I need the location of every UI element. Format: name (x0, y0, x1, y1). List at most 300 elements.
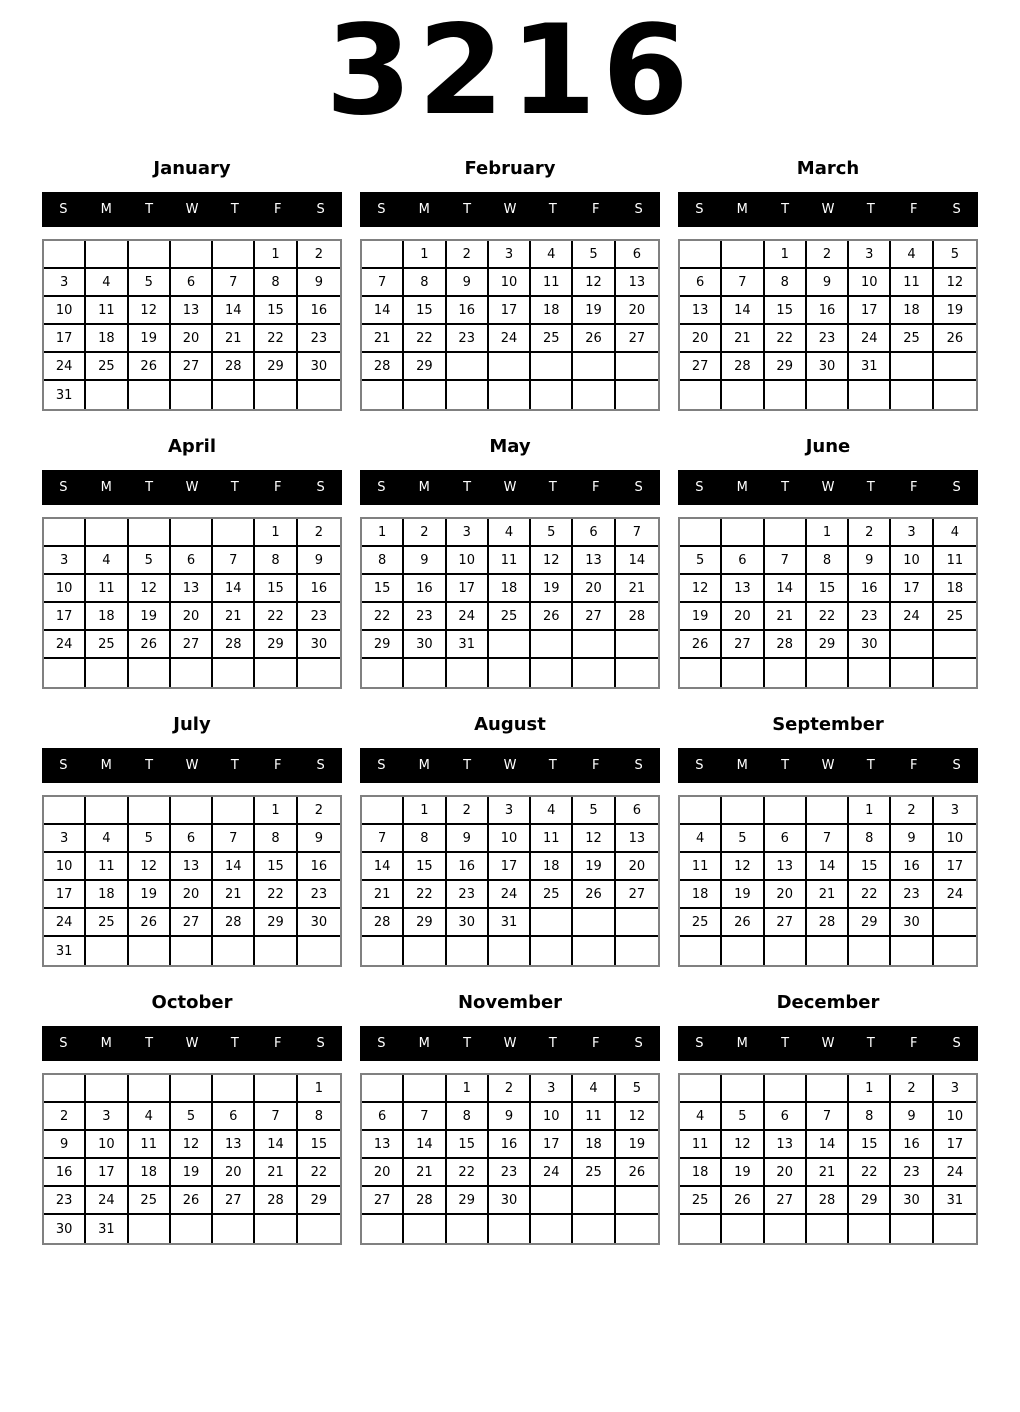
weekday-label: S (952, 758, 961, 774)
day-cell: 20 (171, 881, 213, 909)
day-cell: 5 (573, 797, 615, 825)
day-cell: 13 (680, 297, 722, 325)
day-cell: 16 (298, 297, 340, 325)
day-cell-empty (44, 1075, 86, 1103)
month-title: December (776, 992, 880, 1014)
month-block (678, 702, 978, 967)
day-cell: 27 (616, 325, 658, 353)
day-cell: 9 (891, 1103, 933, 1131)
weekday-label: F (591, 202, 600, 218)
day-cell-empty (298, 937, 340, 965)
month-title: September (772, 714, 884, 736)
day-cell: 12 (531, 547, 573, 575)
day-cell: 20 (680, 325, 722, 353)
day-cell-empty (44, 797, 86, 825)
day-cell: 21 (404, 1159, 446, 1187)
day-cell: 2 (298, 519, 340, 547)
weekday-label: F (591, 480, 600, 496)
day-cell-empty (891, 937, 933, 965)
day-cell: 26 (573, 881, 615, 909)
day-cell: 14 (213, 853, 255, 881)
weekday-label: S (695, 1036, 704, 1052)
day-cell-empty (680, 381, 722, 409)
weekday-label: S (377, 1036, 386, 1052)
day-cell: 5 (934, 241, 976, 269)
day-cell: 30 (807, 353, 849, 381)
weekday-label: T (463, 202, 472, 218)
day-cell-empty (891, 381, 933, 409)
weekday-label: S (316, 758, 325, 774)
day-cell-empty (362, 659, 404, 687)
day-cell: 18 (531, 853, 573, 881)
day-cell: 24 (44, 631, 86, 659)
day-cell: 10 (86, 1131, 128, 1159)
day-cell-empty (447, 381, 489, 409)
weekday-label: T (463, 1036, 472, 1052)
day-cell-empty (489, 381, 531, 409)
day-cell: 18 (86, 325, 128, 353)
day-cell: 8 (255, 825, 297, 853)
month-title: June (805, 436, 851, 458)
day-cell-empty (171, 937, 213, 965)
day-cell: 3 (44, 825, 86, 853)
day-cell: 14 (255, 1131, 297, 1159)
day-cell: 26 (934, 325, 976, 353)
day-cell: 10 (891, 547, 933, 575)
day-cell: 30 (298, 631, 340, 659)
weekday-label: M (736, 202, 748, 218)
day-cell-empty (680, 659, 722, 687)
day-cell: 16 (404, 575, 446, 603)
day-cell-empty (404, 1075, 446, 1103)
day-cell: 23 (891, 1159, 933, 1187)
day-cell: 10 (934, 1103, 976, 1131)
weekday-label: S (59, 202, 68, 218)
day-cell: 1 (447, 1075, 489, 1103)
day-cell: 19 (573, 853, 615, 881)
day-cell: 16 (891, 853, 933, 881)
weekday-header (42, 1026, 342, 1061)
day-cell: 9 (447, 825, 489, 853)
day-cell: 17 (934, 1131, 976, 1159)
day-cell-empty (255, 381, 297, 409)
weekday-label: S (952, 480, 961, 496)
month-grid (678, 239, 978, 411)
day-cell-empty (129, 1215, 171, 1243)
weekday-label: T (548, 480, 557, 496)
day-cell: 7 (722, 269, 764, 297)
day-cell-empty (680, 241, 722, 269)
day-cell: 18 (891, 297, 933, 325)
weekday-label: F (273, 480, 282, 496)
day-cell: 19 (129, 325, 171, 353)
day-cell: 17 (531, 1131, 573, 1159)
day-cell: 24 (489, 325, 531, 353)
weekday-label: F (909, 758, 918, 774)
day-cell: 3 (489, 797, 531, 825)
day-cell-empty (616, 1187, 658, 1215)
day-cell: 9 (44, 1131, 86, 1159)
day-cell-empty (531, 353, 573, 381)
day-cell: 22 (849, 881, 891, 909)
weekday-label: F (273, 202, 282, 218)
day-cell: 27 (573, 603, 615, 631)
day-cell: 9 (489, 1103, 531, 1131)
day-cell: 3 (44, 269, 86, 297)
day-cell: 17 (447, 575, 489, 603)
weekday-label: M (736, 758, 748, 774)
day-cell-empty (213, 241, 255, 269)
day-cell: 24 (531, 1159, 573, 1187)
weekday-header (678, 748, 978, 783)
day-cell-empty (213, 1075, 255, 1103)
day-cell: 18 (680, 1159, 722, 1187)
weekday-label: T (866, 202, 875, 218)
day-cell: 30 (298, 353, 340, 381)
day-cell: 24 (489, 881, 531, 909)
day-cell: 22 (849, 1159, 891, 1187)
day-cell-empty (573, 659, 615, 687)
day-cell: 16 (447, 853, 489, 881)
weekday-label: W (503, 1036, 517, 1052)
day-cell: 10 (531, 1103, 573, 1131)
day-cell: 14 (213, 575, 255, 603)
weekday-label: W (503, 758, 517, 774)
day-cell-empty (616, 1215, 658, 1243)
day-cell-empty (680, 797, 722, 825)
day-cell: 21 (765, 603, 807, 631)
day-cell: 8 (255, 547, 297, 575)
day-cell: 1 (255, 797, 297, 825)
day-cell-empty (171, 659, 213, 687)
day-cell: 11 (489, 547, 531, 575)
day-cell: 31 (489, 909, 531, 937)
weekday-label: S (59, 1036, 68, 1052)
day-cell-empty (765, 1075, 807, 1103)
day-cell: 17 (489, 853, 531, 881)
weekday-label: F (909, 1036, 918, 1052)
day-cell-empty (722, 1215, 764, 1243)
month-grid (360, 239, 660, 411)
day-cell: 11 (680, 853, 722, 881)
day-cell-empty (934, 353, 976, 381)
day-cell: 26 (171, 1187, 213, 1215)
day-cell: 10 (849, 269, 891, 297)
day-cell: 31 (86, 1215, 128, 1243)
day-cell: 8 (362, 547, 404, 575)
weekday-label: W (821, 758, 835, 774)
month-block (42, 702, 342, 967)
day-cell: 2 (849, 519, 891, 547)
day-cell: 5 (129, 825, 171, 853)
day-cell-empty (213, 1215, 255, 1243)
day-cell-empty (573, 381, 615, 409)
day-cell: 14 (213, 297, 255, 325)
day-cell-empty (531, 631, 573, 659)
day-cell: 3 (86, 1103, 128, 1131)
day-cell: 25 (86, 631, 128, 659)
day-cell-empty (765, 1215, 807, 1243)
day-cell: 7 (213, 547, 255, 575)
day-cell-empty (722, 381, 764, 409)
day-cell: 10 (489, 825, 531, 853)
month-title: November (457, 992, 563, 1014)
day-cell-empty (86, 241, 128, 269)
month-grid (42, 239, 342, 411)
weekday-header (42, 748, 342, 783)
year-title: 3216 (325, 0, 695, 143)
day-cell-empty (807, 797, 849, 825)
day-cell: 5 (129, 269, 171, 297)
day-cell: 1 (362, 519, 404, 547)
weekday-label: T (781, 758, 790, 774)
month-grid (42, 1073, 342, 1245)
month-block (42, 146, 342, 411)
month-block (360, 980, 660, 1245)
day-cell-empty (255, 937, 297, 965)
day-cell-empty (616, 381, 658, 409)
day-cell: 26 (680, 631, 722, 659)
day-cell-empty (934, 909, 976, 937)
day-cell-empty (531, 909, 573, 937)
day-cell: 28 (616, 603, 658, 631)
day-cell-empty (765, 937, 807, 965)
day-cell: 10 (447, 547, 489, 575)
day-cell: 8 (255, 269, 297, 297)
day-cell-empty (722, 797, 764, 825)
day-cell: 6 (573, 519, 615, 547)
day-cell-empty (616, 909, 658, 937)
day-cell: 4 (129, 1103, 171, 1131)
day-cell: 24 (934, 881, 976, 909)
weekday-label: S (634, 480, 643, 496)
weekday-label: T (145, 202, 154, 218)
day-cell-empty (807, 659, 849, 687)
month-block (678, 424, 978, 689)
day-cell: 27 (765, 909, 807, 937)
weekday-label: S (316, 480, 325, 496)
weekday-label: T (781, 202, 790, 218)
weekday-label: W (185, 202, 199, 218)
day-cell-empty (531, 1215, 573, 1243)
weekday-label: M (100, 758, 112, 774)
day-cell: 7 (362, 269, 404, 297)
day-cell: 9 (891, 825, 933, 853)
day-cell: 22 (362, 603, 404, 631)
day-cell: 2 (404, 519, 446, 547)
day-cell: 13 (171, 575, 213, 603)
month-title: January (153, 158, 231, 180)
day-cell: 13 (573, 547, 615, 575)
weekday-label: S (695, 480, 704, 496)
weekday-header (360, 470, 660, 505)
day-cell: 14 (722, 297, 764, 325)
day-cell-empty (362, 381, 404, 409)
day-cell-empty (722, 937, 764, 965)
day-cell: 15 (807, 575, 849, 603)
weekday-label: S (634, 202, 643, 218)
day-cell: 29 (404, 353, 446, 381)
day-cell: 28 (807, 909, 849, 937)
day-cell: 1 (255, 241, 297, 269)
day-cell: 7 (807, 825, 849, 853)
day-cell: 4 (891, 241, 933, 269)
day-cell: 20 (171, 603, 213, 631)
day-cell: 7 (255, 1103, 297, 1131)
day-cell: 26 (722, 909, 764, 937)
day-cell: 6 (765, 1103, 807, 1131)
day-cell-empty (86, 937, 128, 965)
day-cell-empty (213, 659, 255, 687)
day-cell: 26 (616, 1159, 658, 1187)
day-cell-empty (44, 241, 86, 269)
day-cell: 9 (807, 269, 849, 297)
weekday-label: F (909, 480, 918, 496)
day-cell-empty (616, 353, 658, 381)
day-cell: 8 (447, 1103, 489, 1131)
day-cell: 7 (213, 825, 255, 853)
day-cell: 1 (849, 1075, 891, 1103)
day-cell: 24 (44, 909, 86, 937)
day-cell: 21 (362, 881, 404, 909)
month-block (42, 424, 342, 689)
day-cell: 24 (934, 1159, 976, 1187)
month-grid (360, 795, 660, 967)
day-cell: 12 (934, 269, 976, 297)
day-cell-empty (44, 659, 86, 687)
day-cell: 15 (849, 853, 891, 881)
day-cell: 16 (298, 575, 340, 603)
day-cell-empty (86, 1075, 128, 1103)
day-cell: 15 (362, 575, 404, 603)
day-cell-empty (404, 937, 446, 965)
day-cell: 14 (616, 547, 658, 575)
day-cell-empty (765, 381, 807, 409)
day-cell: 14 (362, 297, 404, 325)
day-cell: 3 (489, 241, 531, 269)
day-cell-empty (255, 659, 297, 687)
day-cell: 29 (849, 909, 891, 937)
day-cell-empty (934, 659, 976, 687)
day-cell-empty (573, 1215, 615, 1243)
day-cell: 25 (489, 603, 531, 631)
day-cell-empty (849, 659, 891, 687)
day-cell: 14 (362, 853, 404, 881)
day-cell: 7 (616, 519, 658, 547)
day-cell: 23 (44, 1187, 86, 1215)
day-cell: 1 (298, 1075, 340, 1103)
day-cell: 25 (934, 603, 976, 631)
day-cell: 5 (531, 519, 573, 547)
day-cell: 11 (680, 1131, 722, 1159)
day-cell: 19 (129, 603, 171, 631)
day-cell-empty (680, 1215, 722, 1243)
day-cell: 23 (404, 603, 446, 631)
day-cell: 31 (447, 631, 489, 659)
day-cell: 20 (722, 603, 764, 631)
day-cell: 13 (171, 853, 213, 881)
weekday-label: F (273, 758, 282, 774)
day-cell-empty (765, 797, 807, 825)
day-cell: 5 (129, 547, 171, 575)
day-cell-empty (807, 1075, 849, 1103)
month-grid (42, 517, 342, 689)
day-cell: 15 (849, 1131, 891, 1159)
day-cell: 25 (680, 1187, 722, 1215)
day-cell: 2 (489, 1075, 531, 1103)
weekday-label: M (100, 202, 112, 218)
day-cell: 21 (255, 1159, 297, 1187)
day-cell: 29 (255, 909, 297, 937)
day-cell: 11 (573, 1103, 615, 1131)
day-cell: 13 (362, 1131, 404, 1159)
weekday-label: T (781, 480, 790, 496)
day-cell: 10 (489, 269, 531, 297)
day-cell-empty (489, 631, 531, 659)
day-cell-empty (891, 631, 933, 659)
day-cell: 16 (44, 1159, 86, 1187)
month-title: October (151, 992, 233, 1014)
day-cell: 9 (298, 825, 340, 853)
day-cell: 18 (86, 603, 128, 631)
weekday-label: M (418, 758, 430, 774)
day-cell: 17 (934, 853, 976, 881)
day-cell-empty (129, 659, 171, 687)
weekday-label: W (503, 202, 517, 218)
day-cell: 3 (891, 519, 933, 547)
day-cell: 23 (298, 881, 340, 909)
weekday-label: S (377, 480, 386, 496)
day-cell: 29 (447, 1187, 489, 1215)
day-cell: 5 (616, 1075, 658, 1103)
day-cell: 22 (765, 325, 807, 353)
day-cell: 1 (404, 797, 446, 825)
day-cell-empty (765, 659, 807, 687)
day-cell: 30 (404, 631, 446, 659)
weekday-label: M (100, 1036, 112, 1052)
day-cell: 27 (616, 881, 658, 909)
weekday-label: M (418, 480, 430, 496)
day-cell-empty (891, 659, 933, 687)
day-cell-empty (934, 631, 976, 659)
day-cell: 30 (849, 631, 891, 659)
day-cell: 31 (44, 937, 86, 965)
day-cell: 7 (807, 1103, 849, 1131)
day-cell-empty (573, 1187, 615, 1215)
day-cell: 19 (680, 603, 722, 631)
day-cell: 22 (447, 1159, 489, 1187)
month-block (42, 980, 342, 1245)
day-cell: 20 (362, 1159, 404, 1187)
day-cell: 17 (86, 1159, 128, 1187)
day-cell: 20 (616, 297, 658, 325)
day-cell-empty (765, 519, 807, 547)
day-cell: 26 (531, 603, 573, 631)
day-cell-empty (86, 659, 128, 687)
day-cell: 4 (680, 1103, 722, 1131)
day-cell: 5 (171, 1103, 213, 1131)
day-cell: 25 (531, 325, 573, 353)
day-cell: 30 (891, 909, 933, 937)
day-cell: 22 (807, 603, 849, 631)
weekday-label: T (145, 480, 154, 496)
day-cell: 17 (44, 603, 86, 631)
day-cell: 23 (807, 325, 849, 353)
day-cell: 11 (531, 825, 573, 853)
day-cell-empty (573, 631, 615, 659)
day-cell-empty (447, 937, 489, 965)
day-cell: 2 (447, 797, 489, 825)
